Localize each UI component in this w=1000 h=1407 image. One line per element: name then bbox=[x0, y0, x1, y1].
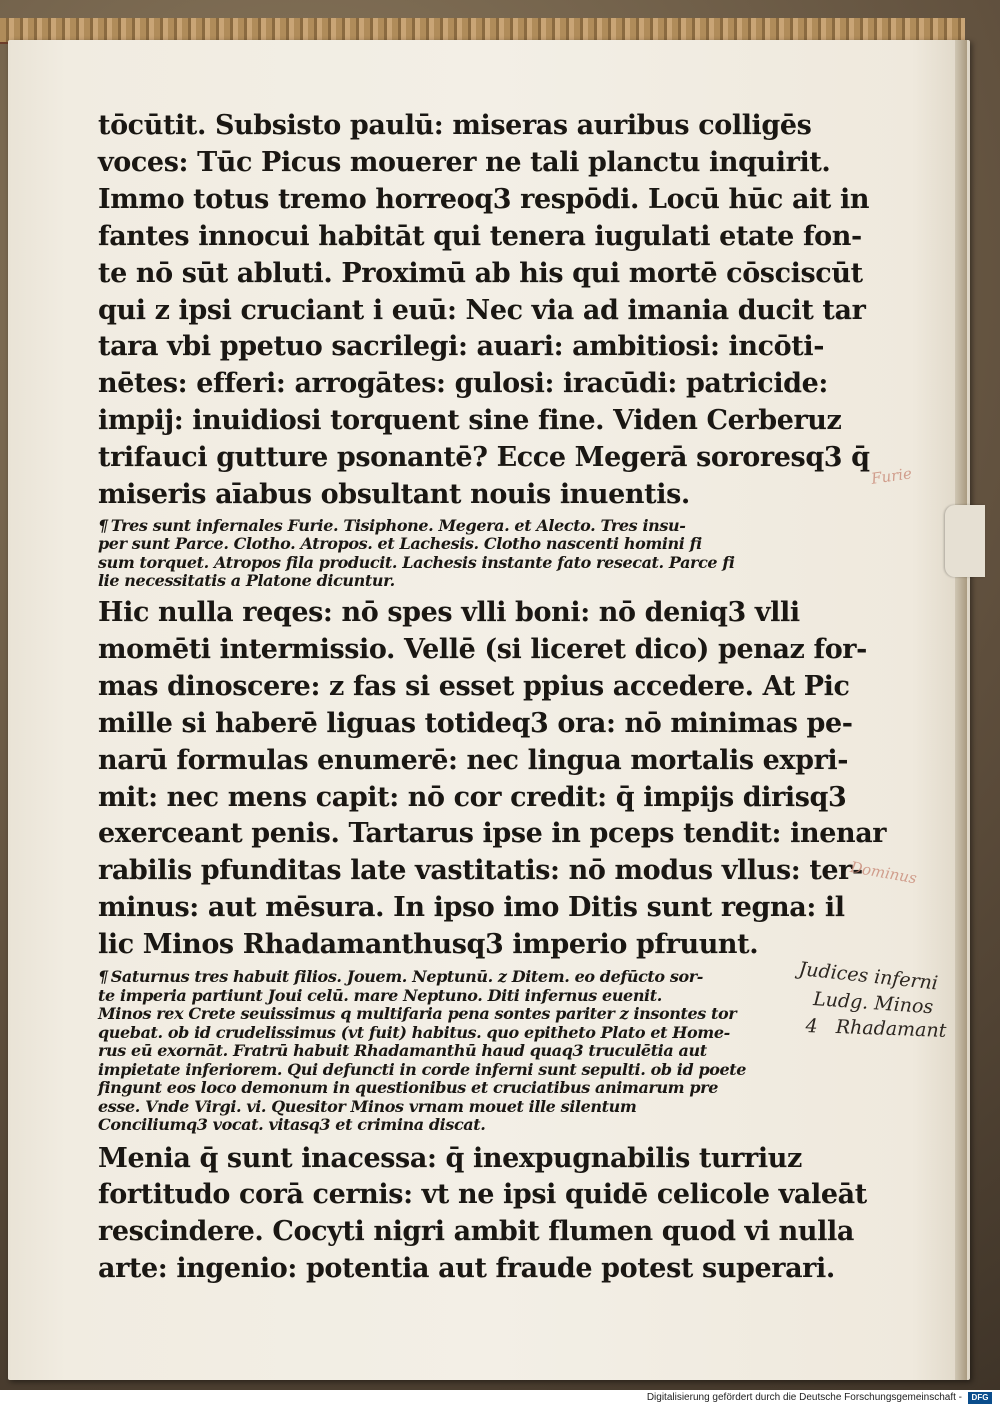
marginal-note-handwritten: Ludg. Minos bbox=[812, 988, 934, 1019]
note-line: te imperia partiunt Joui celū. mare Neptuno. Diti infernus euenit. bbox=[98, 985, 662, 1005]
text-line: voces: Tūc Picus mouerer ne tali planctu inquirit. bbox=[98, 146, 831, 178]
note-line: Minos rex Crete seuissimus q multifaria pena sontes pariter z insontes tor bbox=[98, 1004, 737, 1024]
text-line: narū formulas enumerē: nec lingua mortalis expri- bbox=[98, 744, 849, 776]
text-line: minus: aut mēsura. In ipso imo Ditis sunt regna: il bbox=[98, 892, 845, 924]
text-line: mas dinoscere: z fas si esset ppius accedere. At Pic bbox=[98, 670, 850, 702]
text-line: trifauci gutture psonantē? Ecce Megerā sororesq3 q̄ bbox=[98, 442, 870, 474]
text-line: arte: ingenio: potentia aut fraude potest superari. bbox=[98, 1253, 835, 1285]
main-text-block-3 bbox=[98, 1141, 867, 1289]
text-line: miseris aīabus obsultant nouis inuentis. bbox=[98, 479, 690, 511]
page-fore-edge bbox=[955, 40, 967, 1380]
text-line: Hic nulla reqes: nō spes vlli boni: nō deniq3 vlli bbox=[98, 596, 800, 628]
note-line: quebat. ob id crudelissimus (vt fuit) habitus. quo epitheto Plato et Home- bbox=[98, 1022, 730, 1042]
text-line: tōcūtit. Subsisto paulū: miseras auribus colligēs bbox=[98, 110, 812, 141]
marginal-note-handwritten: Judices inferni bbox=[797, 958, 939, 995]
text-line: te nō sūt abluti. Proximū ab his qui mortē cōsciscūt bbox=[98, 257, 863, 289]
text-line: tara vbi ppetuo sacrilegi: auari: ambitiosi: incōti- bbox=[98, 331, 825, 363]
funding-notice: Digitalisierung gefördert durch die Deutsche Forschungsgemeinschaft - bbox=[646, 1392, 962, 1403]
page-clip bbox=[945, 505, 985, 577]
note-line: fingunt eos loco demonum in questionibus et cruciatibus animarum pre bbox=[98, 1078, 718, 1098]
note-line: impietate inferiorem. Qui defuncti in corde inferni sunt sepulti. ob id poete bbox=[98, 1059, 747, 1079]
text-line: rabilis pfunditas late vastitatis: nō modus vllus: ter- bbox=[98, 855, 863, 887]
note-line: sum torquet. Atropos fila producit. Lachesis instante fato resecat. Parce fi bbox=[98, 552, 735, 572]
note-line: Conciliumq3 vocat. vitasq3 et crimina discat. bbox=[98, 1115, 486, 1135]
text-line: Immo totus tremo horreoq3 respōdi. Locū hūc ait in bbox=[98, 183, 870, 215]
text-line: fantes innocui habitāt qui tenera iugulati etate fon- bbox=[98, 220, 862, 252]
note-line: lie necessitatis a Platone dicuntur. bbox=[98, 571, 395, 591]
note-line: ¶ Saturnus tres habuit filios. Jouem. Neptunū. z Ditem. eo defūcto sor- bbox=[98, 968, 766, 987]
text-line: exerceant penis. Tartarus ipse in pceps tendit: inenar bbox=[98, 818, 887, 850]
commentary-note-1 bbox=[98, 517, 766, 591]
dfg-logo: DFG bbox=[968, 1392, 992, 1404]
commentary-note-2 bbox=[98, 968, 766, 1135]
text-line: fortitudo corā cernis: vt ne ipsi quidē celicole valeāt bbox=[98, 1179, 867, 1211]
text-line: rescindere. Cocyti nigri ambit flumen quod vi nulla bbox=[98, 1216, 854, 1248]
footer-bar bbox=[0, 1390, 1000, 1407]
text-line: mille si haberē liguas totideq3 ora: nō minimas pe- bbox=[98, 707, 853, 739]
note-line: esse. Vnde Virgi. vi. Quesitor Minos vrnam mouet ille silentum bbox=[98, 1096, 637, 1116]
text-line: nētes: efferi: arrogātes: gulosi: iracūdi: patricide: bbox=[98, 368, 829, 400]
text-line: momēti intermissio. Vellē (si liceret dico) penaz for- bbox=[98, 633, 867, 665]
text-line: impij: inuidiosi torquent sine fine. Viden Cerberuz bbox=[98, 405, 842, 437]
note-line: ¶ Tres sunt infernales Furie. Tisiphone. Megera. et Alecto. Tres insu- bbox=[98, 517, 766, 536]
text-line: Menia q̄ sunt inacessa: q̄ inexpugnabilis turriuz bbox=[98, 1142, 802, 1174]
marginal-note-handwritten: 4 Rhadamant bbox=[805, 1015, 947, 1042]
note-line: per sunt Parce. Clotho. Atropos. et Lachesis. Clotho nascenti homini fi bbox=[98, 534, 702, 554]
text-line: lic Minos Rhadamanthusq3 imperio pfruunt. bbox=[98, 929, 759, 961]
text-line: qui z ipsi cruciant i euū: Nec via ad imania ducit tar bbox=[98, 294, 866, 326]
marginal-note-red: Furie bbox=[870, 464, 914, 488]
text-line: mit: nec mens capit: nō cor credit: q̄ impijs dirisq3 bbox=[98, 781, 847, 813]
main-text-block-1 bbox=[98, 108, 870, 514]
note-line: rus eū exornāt. Fratrū habuit Rhadamanthū haud quaq3 truculētia aut bbox=[98, 1041, 707, 1061]
marginal-note-red: Dominus bbox=[848, 858, 919, 888]
